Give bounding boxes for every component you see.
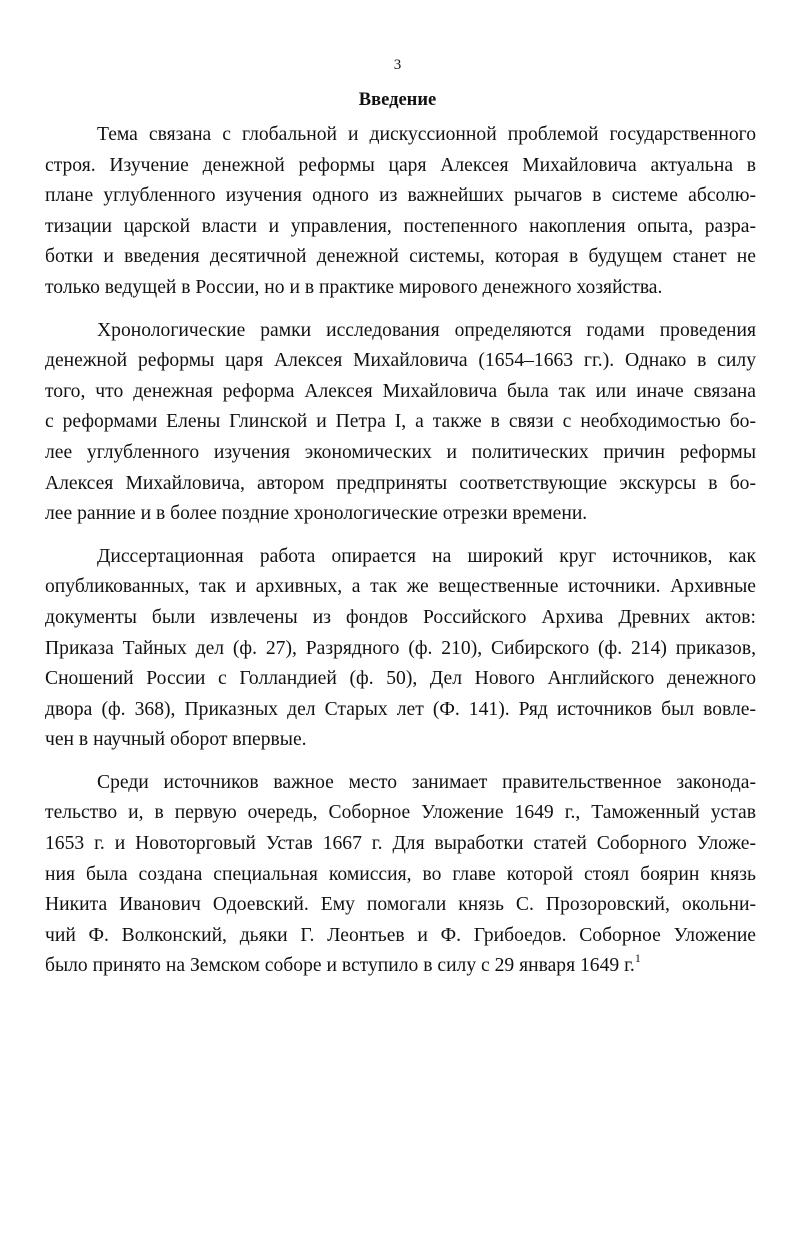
paragraph-topic [45,120,756,304]
text-line: Среди источников важное место занимает правительственное законода- [97,771,756,793]
text-line: плане углубленного изучения одного из важнейших рычагов в системе абсолю- [45,185,756,207]
text-line: Никита Иванович Одоевский. Ему помогали князь С. Прозоровский, окольни- [45,894,756,916]
text-line: Алексея Михайловича, автором предприняты соответствующие экскурсы в бо- [45,472,756,494]
text-line: двора (ф. 368), Приказных дел Старых лет (Ф. 141). Ряд источников был вовле- [45,698,756,720]
text-line: документы были извлечены из фондов Российского Архива Древних актов: [45,606,756,628]
text-line: строя. Изучение денежной реформы царя Алексея Михайловича актуальна в [45,154,756,176]
text-line: ботки и введения десятичной денежной системы, которая в будущем станет не [45,246,756,268]
text-line: Диссертационная работа опирается на широкий круг источников, как [97,545,756,567]
section-heading: Введение [358,90,437,110]
paragraph-sources [45,542,756,756]
text-line: лее углубленного изучения экономических и политических причин реформы [45,441,756,463]
text-line: Приказа Тайных дел (ф. 27), Разрядного (ф. 210), Сибирского (ф. 214) приказов, [45,637,756,659]
text-line: чен в научный оборот впервые. [45,729,307,751]
text-line: ния была создана специальная комиссия, во главе которой стоял боярин князь [45,863,756,885]
text-line: опубликованных, так и архивных, а так же вещественные источники. Архивные [45,576,756,598]
text-line: тельство и, в первую очередь, Соборное Уложение 1649 г., Таможенный устав [45,802,756,824]
text-line: было принято на Земском соборе и вступило в силу с 29 января 1649 г. [45,955,635,977]
paragraph-chronology [45,316,756,530]
text-line: Хронологические рамки исследования определяются годами проведения [97,319,756,341]
text-line: 1653 г. и Новоторговый Устав 1667 г. Для выработки статей Соборного Уложе- [45,833,756,855]
body-text [45,120,756,982]
text-line: Сношений России с Голландией (ф. 50), Дел Нового Английского денежного [45,668,756,690]
text-line: с реформами Елены Глинской и Петра I, а также в связи с необходимостью бо- [45,411,756,433]
text-line: лее ранние и в более поздние хронологические отрезки времени. [45,503,588,525]
text-line: того, что денежная реформа Алексея Михайловича была так или иначе связана [45,380,756,402]
footnote-reference[interactable]: 1 [634,951,641,966]
text-line: только ведущей в России, но и в практике мирового денежного хозяйства. [45,276,663,298]
text-line: Тема связана с глобальной и дискуссионной проблемой государственного [97,124,756,145]
text-line: денежной реформы царя Алексея Михайловича (1654–1663 гг.). Однако в силу [45,350,756,372]
text-line: тизации царской власти и управления, постепенного накопления опыта, разра- [45,215,756,237]
text-line: чий Ф. Волконский, дьяки Г. Леонтьев и Ф. Грибоедов. Соборное Уложение [45,924,756,946]
text-line-with-footnote [45,951,756,982]
paragraph-legislation [45,768,756,982]
page-number: 3 [393,57,402,73]
